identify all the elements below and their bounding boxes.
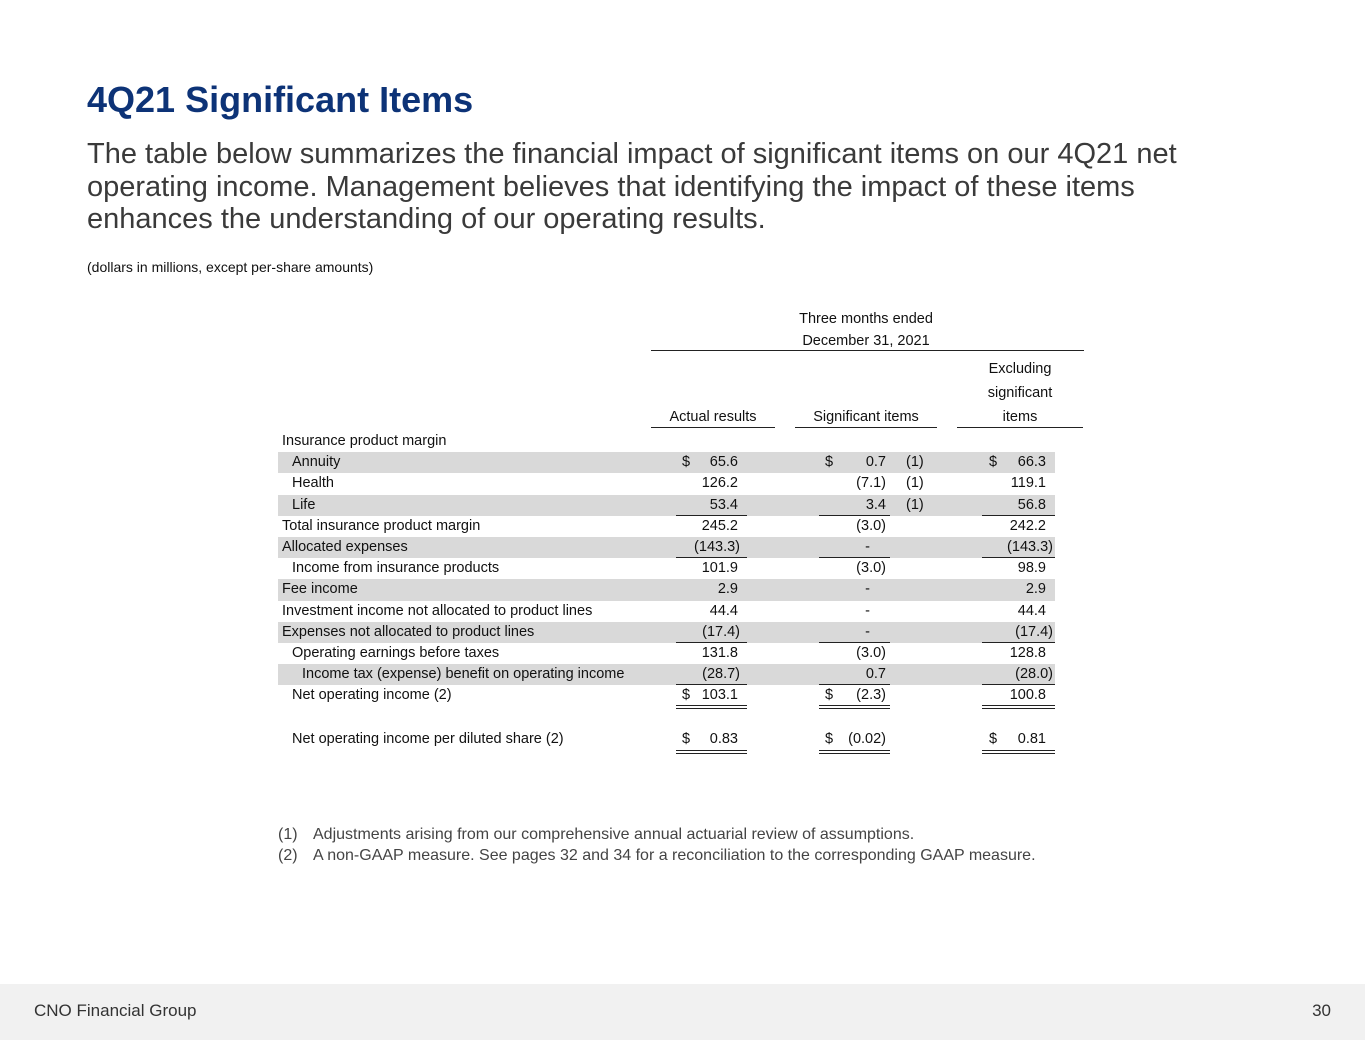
- period-header-line2: December 31, 2021: [802, 333, 930, 349]
- table-row: Expenses not allocated to product lines (17.4) - (17.4): [278, 622, 1084, 643]
- column-rule-significant: [795, 427, 937, 428]
- table-row: Operating earnings before taxes 131.8 (3.0) 128.8: [292, 644, 1046, 661]
- row-label: Fee income: [282, 581, 358, 598]
- footnote: [278, 824, 1036, 845]
- row-label: Allocated expenses: [282, 538, 408, 555]
- column-header-significant: Significant items: [813, 409, 919, 425]
- slide-footer: [0, 984, 1365, 1040]
- table-row: Total insurance product margin 245.2 (3.0) 242.2: [282, 517, 1046, 534]
- table-row: Net operating income per diluted share (2) $ 0.83 $ (0.02) $ 0.81: [278, 729, 1084, 750]
- total-double-rule: [819, 750, 890, 754]
- footnote-ref: (1): [906, 475, 924, 492]
- table-row: Net operating income (2) $ 103.1 $ (2.3) 100.8: [278, 685, 1084, 706]
- row-label: Net operating income per diluted share (2): [292, 731, 564, 748]
- footnote-ref: (1): [906, 496, 924, 513]
- table-row: Fee income 2.9 - 2.9: [278, 579, 1084, 600]
- row-label: Investment income not allocated to product lines: [282, 602, 593, 619]
- period-header: [756, 308, 976, 352]
- page-title: 4Q21 Significant Items: [87, 79, 474, 120]
- page-number: 30: [1312, 1001, 1331, 1020]
- table-row: Allocated expenses (143.3) - (143.3): [278, 537, 1084, 558]
- row-label: Net operating income (2): [292, 687, 452, 704]
- footnotes: [278, 824, 1036, 866]
- column-header-excluding-line2: significant: [987, 385, 1053, 401]
- table-row: Health 126.2 (7.1) (1) 119.1: [292, 475, 1046, 492]
- table-row: Investment income not allocated to product lines 44.4 - 44.4: [282, 602, 1046, 619]
- row-label: Annuity: [292, 454, 341, 471]
- row-shading: [278, 452, 1055, 473]
- row-shading: [278, 495, 1055, 516]
- row-label: Operating earnings before taxes: [292, 644, 500, 661]
- period-header-rule: [651, 350, 1084, 351]
- row-label: Expenses not allocated to product lines: [282, 623, 535, 640]
- footnote-text: Adjustments arising from our comprehensive annual actuarial review of assumptions.: [313, 826, 915, 843]
- column-header-excluding: [957, 357, 1083, 429]
- total-double-rule: [982, 750, 1055, 754]
- footnote-text: A non-GAAP measure. See pages 32 and 34 for a reconciliation to the corresponding GAAP measure.: [313, 847, 1036, 864]
- row-label: Income from insurance products: [292, 560, 500, 577]
- footnote: [278, 845, 1036, 866]
- company-name: CNO Financial Group: [34, 1001, 197, 1020]
- row-shading: [278, 579, 1055, 600]
- table-row: Life 53.4 3.4 (1) 56.8: [278, 495, 1084, 516]
- footnote-ref: (1): [906, 454, 924, 471]
- table-row: [278, 431, 1084, 452]
- column-header-excluding-line3: items: [1002, 409, 1038, 425]
- footnote-number: (1): [278, 826, 298, 843]
- row-label: Income tax (expense) benefit on operating income: [302, 666, 625, 683]
- row-label: Insurance product margin: [282, 433, 447, 449]
- footnote-number: (2): [278, 847, 298, 864]
- column-rule-excluding: [957, 427, 1083, 428]
- row-label: Health: [292, 475, 334, 492]
- total-double-rule: [676, 750, 747, 754]
- row-label: Total insurance product margin: [282, 517, 481, 534]
- row-spacer: [278, 706, 1084, 729]
- table-row: Income from insurance products 101.9 (3.0) 98.9: [292, 560, 1046, 577]
- table-row: Income tax (expense) benefit on operating income (28.7) 0.7 (28.0): [278, 664, 1084, 685]
- row-label: Life: [292, 496, 316, 513]
- column-header-actual: Actual results: [669, 409, 757, 425]
- significant-items-table: [278, 431, 1084, 751]
- column-header-excluding-line1: Excluding: [988, 361, 1052, 377]
- table-row: Annuity $ 65.6 $ 0.7 (1) $ 66.3: [278, 452, 1084, 473]
- units-note: (dollars in millions, except per-share amounts): [87, 259, 374, 275]
- period-header-line1: Three months ended: [799, 311, 933, 327]
- column-rule-actual: [651, 427, 775, 428]
- page-subtitle: The table below summarizes the financial impact of significant items on our 4Q21 net operating income. Management believes that identifying the impact of these items enhances the understanding of our operating results.: [87, 138, 1177, 235]
